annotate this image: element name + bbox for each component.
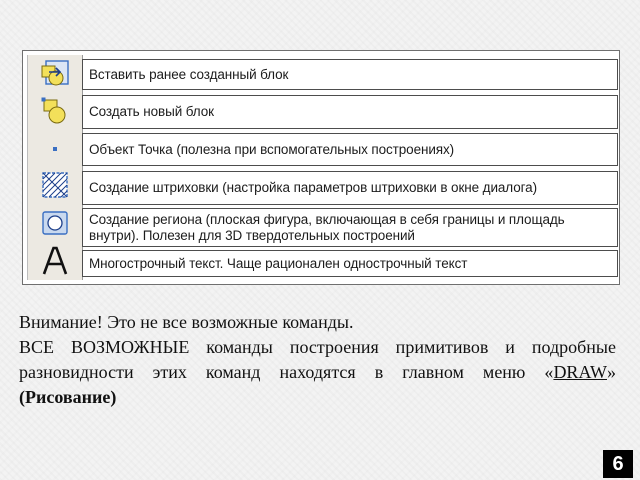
paragraph-mid: » [607, 362, 616, 382]
paragraph-start: ВСЕ ВОЗМОЖНЫЕ команды построения примитивов и подробные разновидности этих команд находятся в главном меню « [19, 337, 616, 382]
make-block-icon [40, 96, 70, 126]
command-label: Создать новый блок [89, 104, 214, 119]
hatch-icon [40, 170, 70, 200]
multiline-text-button[interactable] [28, 243, 82, 279]
hatch-button[interactable] [28, 167, 82, 203]
region-button[interactable] [28, 205, 82, 241]
command-label: Многострочный текст. Чаще рационален однострочный текст [89, 255, 468, 271]
note-line: Внимание! Это не все возможные команды. [19, 312, 354, 332]
command-label: Объект Точка (полезна при вспомогательных построениях) [89, 141, 455, 157]
command-row-make-block [82, 95, 618, 129]
insert-block-icon [40, 58, 70, 88]
command-row-point [82, 133, 618, 166]
point-button[interactable] [28, 131, 82, 167]
command-label: Создание региона (плоская фигура, включающая в себя границы и площадь внутри). Полезен для 3D твердотельных построений [89, 211, 565, 243]
command-row-insert-block [82, 59, 618, 90]
draw-toolbar [27, 55, 83, 280]
multiline-text-icon [40, 245, 70, 277]
make-block-button[interactable] [28, 93, 82, 129]
draw-menu-translation: (Рисование) [19, 387, 117, 407]
command-label: Вставить ранее созданный блок [89, 66, 289, 82]
point-icon [40, 134, 70, 164]
command-row-multiline-text [82, 250, 618, 277]
page-number: 6 [603, 450, 633, 478]
slide-text [19, 310, 616, 410]
command-row-region [82, 208, 618, 247]
region-icon [40, 208, 70, 238]
command-row-hatch [82, 171, 618, 205]
draw-menu-link[interactable]: DRAW [553, 362, 607, 382]
note-paragraph [19, 335, 616, 410]
command-panel [22, 50, 620, 285]
insert-block-button[interactable] [28, 55, 82, 91]
command-label: Создание штриховки (настройка параметров штриховки в окне диалога) [89, 180, 537, 195]
